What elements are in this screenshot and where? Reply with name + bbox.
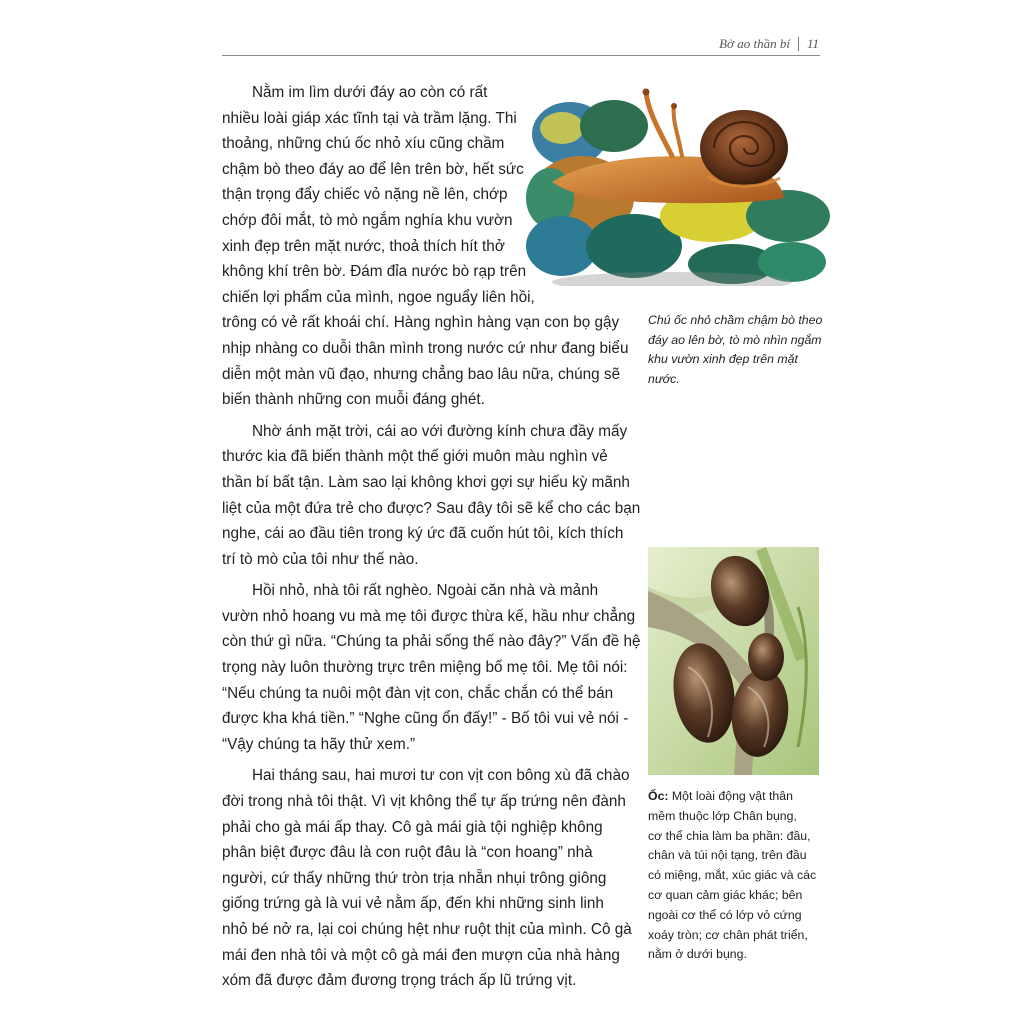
header-rule: [222, 55, 820, 56]
text-line: không khí trên bờ. Đám đỉa nước bò rạp trên: [222, 263, 527, 281]
text-line: thận trọng đẩy chiếc vỏ nặng nề lên, chớp: [222, 186, 508, 204]
figure-1-caption: [648, 311, 826, 389]
text-line: Hồi nhỏ, nhà tôi rất nghèo. Ngoài căn nhà và mảnh: [252, 582, 599, 600]
text-line: phải cho gà mái ấp thay. Cô gà mái già tội nghiệp không: [222, 818, 603, 836]
text-line: nhịp nhàng co duỗi thân mình trong nước cứ như đang biểu: [222, 339, 629, 357]
text-line: đời trong nhà tôi thật. Vì vịt không thể tự ấp trứng nên đành: [222, 793, 626, 811]
caption-line: ngoài cơ thể có lớp vỏ cứng: [648, 907, 802, 922]
caption-line: mềm thuộc lớp Chân bụng,: [648, 808, 797, 823]
text-line: vườn nhỏ hoang vu mà mẹ tôi được thừa kế, hầu như chẳng: [222, 607, 636, 625]
text-line: biến thành những con muỗi đáng ghét.: [222, 391, 485, 409]
paragraph-4: [222, 763, 632, 993]
caption-line: khu vườn xinh đẹp trên mặt: [648, 352, 798, 366]
text-line: Nằm im lìm dưới đáy ao còn có rất: [252, 84, 488, 101]
caption-line: chân và túi nội tạng, trên đầu: [648, 848, 807, 863]
text-line: xóm đã được đảm đương trọng trách ấp lũ trứng vịt.: [222, 972, 577, 990]
caption-line: có miệng, mắt, xúc giác và các: [648, 868, 817, 883]
caption-line: nằm ở dưới bụng.: [648, 947, 747, 962]
text-line: trí tò mò của tôi như thế nào.: [222, 550, 419, 568]
glossary-term: Ốc:: [648, 789, 669, 803]
text-line: thần bí bất tận. Làm sao lại không khơi gợi sự hiếu kỳ mãnh: [222, 473, 630, 491]
text-line: “Vậy chúng ta hãy thử xem.”: [222, 735, 416, 753]
page-number: 11: [806, 36, 819, 51]
paragraph-2: [222, 419, 641, 573]
text-line: chớp đôi mắt, tò mò ngắm nghía khu vườn: [222, 211, 513, 229]
snails-on-branch-photo: [648, 547, 819, 775]
text-line: nghe, cái ao đầu tiên trong ký ức đã cuốn hút tôi, kích thích: [222, 525, 624, 543]
snail-on-stones-illustration: [522, 86, 834, 286]
text-line: giống trứng gà là vui vẻ nằm ấp, đến khi những sinh linh: [222, 895, 604, 913]
text-line: thước kia đã biến thành một thế giới muôn màu nghìn vẻ: [222, 448, 608, 466]
text-line: chậm bò theo đáy ao để lên trên bờ, hết sức: [222, 160, 524, 178]
text-line: trọng này luôn thường trực trên miệng bố mẹ tôi. Mẹ tôi nói:: [222, 659, 628, 677]
text-line: phân biệt được đâu là con ruột đâu là “con hoang” nhà: [222, 844, 593, 862]
caption-line: nước.: [648, 371, 680, 386]
text-line: mái đen nhà tôi và một cô gà mái đen mượn của nhà hàng: [222, 946, 620, 964]
text-line: Nhờ ánh mặt trời, cái ao với đường kính chưa đầy mấy: [252, 422, 628, 440]
running-head: [719, 36, 819, 52]
text-line: người, cứ thấy những thứ tròn trịa nhẵn nhụi trông giông: [222, 869, 607, 887]
text-line: chiến lợi phẩm của mình, ngoe nguẩy liên hồi,: [222, 288, 535, 306]
caption-line: cơ thể chia làm ba phần: đầu,: [648, 828, 811, 843]
text-line: nhiều loài giáp xác tĩnh tại và trầm lặng. Thi: [222, 109, 517, 127]
paragraph-3: [222, 578, 641, 757]
book-title: Bờ ao thần bí: [719, 36, 790, 51]
text-line: nhỏ bé nở ra, lại coi chúng hệt như ruột thịt của mình. Cô gà: [222, 921, 632, 938]
text-line: còn thứ gì nữa. “Chúng ta phải sống thế nào đây?” Vấn đề hệ: [222, 633, 641, 651]
text-line: liệt của một đứa trẻ cho được? Sau đây tôi sẽ kể cho các bạn: [222, 499, 641, 517]
text-line: “Nếu chúng ta nuôi một đàn vịt con, chắc chắn có thể bán: [222, 684, 614, 702]
text-line: thoảng, những chú ốc nhỏ xíu cũng chầm: [222, 135, 505, 153]
caption-line: đáy ao lên bờ, tò mò nhìn ngắm: [648, 332, 822, 347]
figure-2-caption: [648, 787, 826, 965]
caption-line: xoáy tròn; cơ chân phát triển,: [648, 927, 808, 942]
caption-line: Một loài động vật thân: [668, 789, 793, 803]
text-line: Hai tháng sau, hai mươi tư con vịt con bông xù đã chào: [252, 767, 630, 785]
caption-line: Chú ốc nhỏ chầm chậm bò theo: [648, 313, 823, 327]
caption-line: cơ quan cảm giác khác; bên: [648, 887, 803, 902]
header-separator: [798, 37, 799, 51]
text-line: diễn một màn vũ đạo, nhưng chẳng bao lâu nữa, chúng sẽ: [222, 365, 621, 383]
text-line: xinh đẹp trên mặt nước, thoả thích hít thở: [222, 237, 505, 255]
text-line: trông có vẻ rất khoái chí. Hàng nghìn hàng vạn con bọ gậy: [222, 314, 620, 332]
text-line: được kha khá tiền.” “Nghe cũng ổn đấy!” - Bố tôi vui vẻ nói -: [222, 710, 629, 728]
